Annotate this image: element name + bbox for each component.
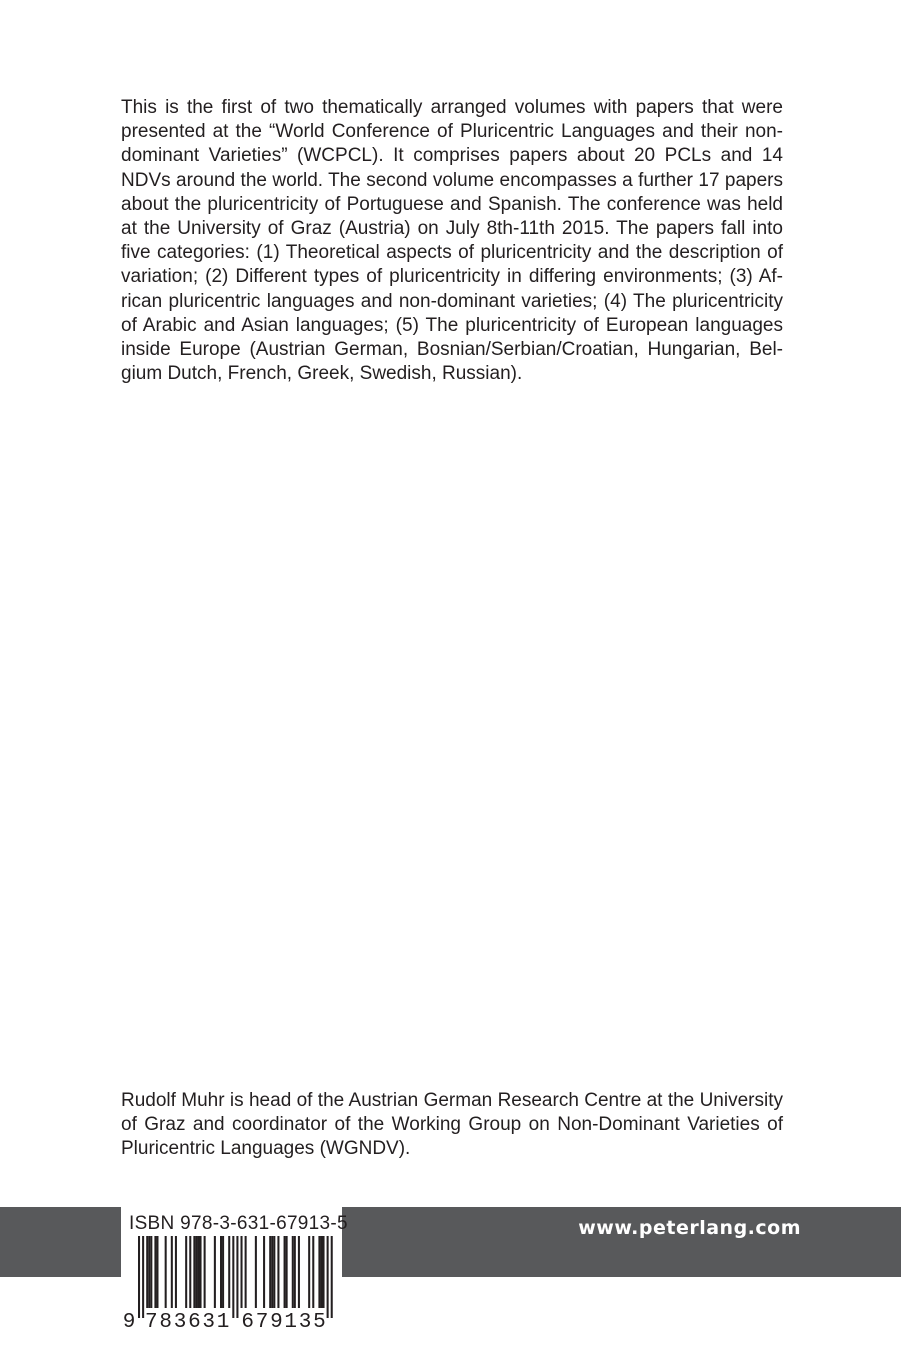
barcode-bar xyxy=(154,1236,156,1308)
barcode-bar xyxy=(327,1236,329,1318)
barcode-bar xyxy=(204,1236,206,1308)
barcode-bar xyxy=(189,1236,191,1308)
barcode-bar xyxy=(197,1236,199,1308)
barcode-bar xyxy=(214,1236,216,1308)
publisher-website: www.peterlang.com xyxy=(578,1217,801,1239)
barcode-bar xyxy=(312,1236,314,1308)
barcode-bar xyxy=(294,1236,296,1308)
barcode-bar xyxy=(148,1236,150,1308)
barcode-bar xyxy=(292,1236,294,1308)
barcode-bar xyxy=(241,1236,243,1308)
barcode-bar xyxy=(185,1236,187,1308)
barcode-digit: 9 xyxy=(122,1311,136,1334)
barcode-bar xyxy=(277,1236,279,1308)
barcode-bar xyxy=(323,1236,325,1308)
barcode-bar xyxy=(271,1236,273,1308)
barcode-bar xyxy=(193,1236,195,1308)
book-description: This is the first of two thematically arranged volumes with papers that were presented at the “World Conference of Pluricentric Languages and their non-dominant Varieties” (WCPCL). It comprises papers about 20 PCLs and 14 NDVs around the world. The second volume encompasses a further 17 papers about the pluricentricity of Portuguese and Spanish. The conference was held at the University of Graz (Austria) on July 8th-11th 2015. The papers fall into five categories: (1) Theoretical aspects of pluricentricity and the description of variation; (2) Different types of pluricentricity in differing environments; (3) African pluricentric languages and non-dominant varieties; (4) The pluricentricity of Arabic and Asian languages; (5) The pluricentricity of European languages inside Europe (Austrian German, Bosnian/Serbian/Croatian, Hungarian, Belgium Dutch, French, Greek, Swedish, Russian). xyxy=(121,97,783,385)
barcode-bar xyxy=(331,1236,333,1318)
barcode-bar xyxy=(146,1236,148,1308)
barcode-digit: 9 xyxy=(270,1311,283,1334)
barcode-bar xyxy=(171,1236,173,1308)
barcode-bar xyxy=(298,1236,300,1308)
barcode-bar xyxy=(269,1236,271,1308)
barcode-digit: 5 xyxy=(313,1311,326,1334)
barcode-bar xyxy=(318,1236,320,1308)
barcode-digit: 3 xyxy=(173,1311,187,1334)
barcode-digit: 3 xyxy=(202,1311,216,1334)
barcode-bar xyxy=(308,1236,310,1308)
barcode-digit: 3 xyxy=(298,1311,312,1334)
author-bio: Rudolf Muhr is head of the Austrian German Research Centre at the University of Graz and coordinator of the Working Group on Non-Dominant Varieties of Pluricentric Languages (WGNDV). xyxy=(121,1090,783,1160)
barcode-bar xyxy=(236,1236,238,1318)
barcode-bar xyxy=(320,1236,322,1308)
barcode-bar xyxy=(220,1236,222,1308)
barcode-digit: 1 xyxy=(284,1311,298,1334)
barcode-bar xyxy=(195,1236,197,1308)
barcode-digit: 6 xyxy=(188,1311,201,1334)
barcode-digit: 7 xyxy=(145,1311,158,1334)
barcode-bar xyxy=(222,1236,224,1308)
barcode-bar xyxy=(286,1236,288,1308)
isbn-number: ISBN 978-3-631-67913-5 xyxy=(129,1213,348,1234)
barcode-bar xyxy=(138,1236,140,1318)
barcode-digit: 8 xyxy=(159,1311,172,1334)
barcode-digit: 7 xyxy=(255,1311,269,1334)
barcode-bar xyxy=(156,1236,158,1308)
barcode-bar xyxy=(245,1236,247,1308)
barcode-bar xyxy=(228,1236,230,1308)
isbn-barcode xyxy=(121,1236,342,1337)
barcode-digit: 1 xyxy=(216,1311,230,1334)
barcode-bar xyxy=(175,1236,177,1308)
barcode-bar xyxy=(273,1236,275,1308)
barcode-bar xyxy=(200,1236,202,1308)
barcode-digit: 6 xyxy=(241,1311,254,1334)
barcode-bar xyxy=(255,1236,257,1308)
barcode-bar xyxy=(284,1236,286,1308)
barcode-bar xyxy=(150,1236,152,1308)
barcode-bar xyxy=(142,1236,144,1318)
barcode-bar xyxy=(165,1236,167,1308)
barcode-bar xyxy=(232,1236,234,1318)
barcode-bar xyxy=(263,1236,265,1308)
